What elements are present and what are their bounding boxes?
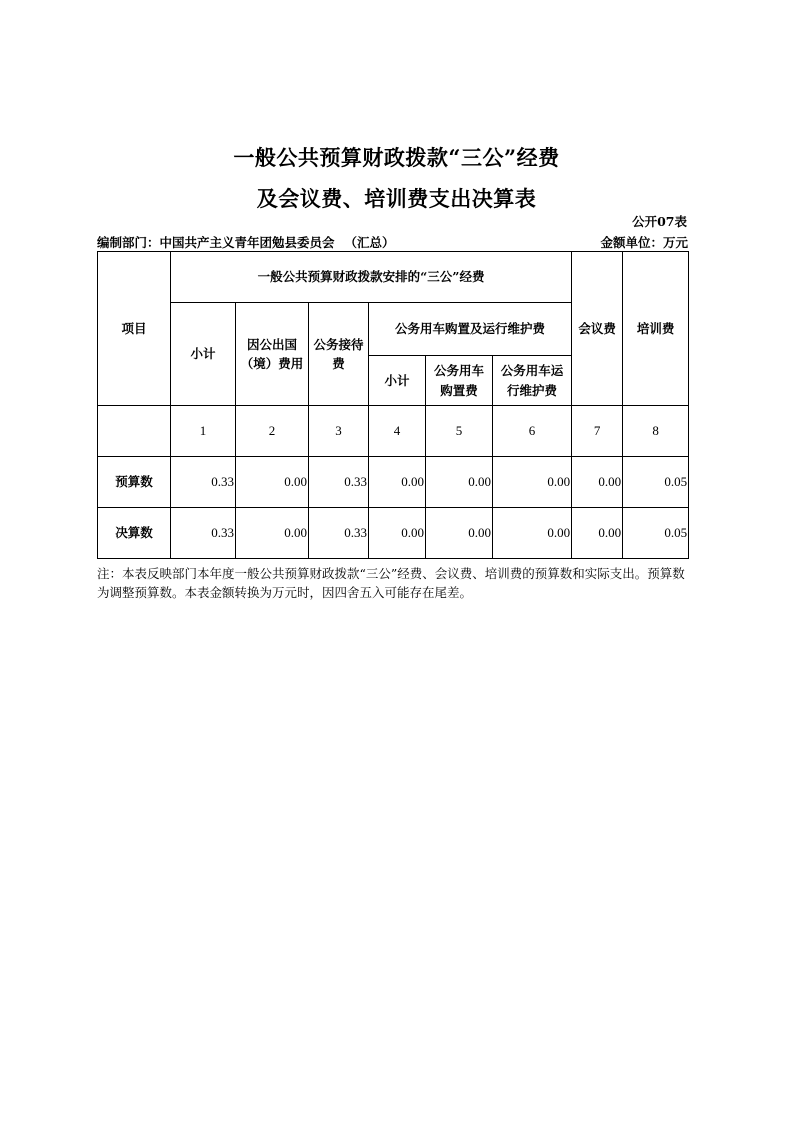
value-cell: 0.00 <box>369 457 426 508</box>
dept-label: 编制部门：中国共产主义青年团勉县委员会 <box>97 235 335 250</box>
header-vehicle-group: 公务用车购置及运行维护费 <box>369 303 572 356</box>
index-row <box>98 406 689 457</box>
value-cell: 0.00 <box>493 457 572 508</box>
header-three-public-group: 一般公共预算财政拨款安排的“三公”经费 <box>171 252 572 303</box>
index-cell: 2 <box>236 406 309 457</box>
header-training: 培训费 <box>623 252 689 406</box>
header-vehicle-operation-line2: 行维护费 <box>507 382 558 398</box>
table-row-budget <box>98 457 689 508</box>
value-cell: 0.33 <box>171 457 236 508</box>
header-vehicle-subtotal: 小计 <box>369 356 426 406</box>
value-cell: 0.00 <box>493 508 572 559</box>
header-vehicle-operation-line1: 公务用车运 <box>500 363 564 379</box>
header-vehicle-operation <box>493 356 572 406</box>
value-cell: 0.05 <box>623 457 689 508</box>
row-label-final: 决算数 <box>98 508 171 559</box>
index-cell: 8 <box>623 406 689 457</box>
value-cell: 0.05 <box>623 508 689 559</box>
index-cell-empty <box>98 406 171 457</box>
header-row-1 <box>98 252 689 303</box>
header-item: 项目 <box>98 252 171 406</box>
expense-table <box>97 251 689 559</box>
value-cell: 0.00 <box>572 457 623 508</box>
table-row-final <box>98 508 689 559</box>
header-vehicle-purchase <box>426 356 493 406</box>
report-title-line1: 一般公共预算财政拨款“三公”经费 <box>233 145 560 170</box>
value-cell: 0.00 <box>426 457 493 508</box>
index-cell: 3 <box>309 406 369 457</box>
report-title-line2: 及会议费、培训费支出决算表 <box>256 186 537 211</box>
form-number: 公开07表 <box>632 214 687 229</box>
footnote: 注：本表反映部门本年度一般公共预算财政拨款“三公”经费、会议费、培训费的预算数和实际支出。预算数为调整预算数。本表金额转换为万元时，因四舍五入可能存在尾差。 <box>97 566 685 600</box>
dept-suffix: （汇总） <box>344 235 395 250</box>
value-cell: 0.33 <box>309 457 369 508</box>
value-cell: 0.00 <box>426 508 493 559</box>
header-vehicle-purchase-line1: 公务用车 <box>433 363 484 379</box>
value-cell: 0.33 <box>309 508 369 559</box>
unit-label: 金额单位：万元 <box>600 235 688 250</box>
header-subtotal: 小计 <box>171 303 236 406</box>
index-cell: 1 <box>171 406 236 457</box>
dept-info <box>97 233 395 251</box>
header-meeting: 会议费 <box>572 252 623 406</box>
meta-row <box>97 233 688 250</box>
header-reception-line2: 费 <box>332 356 345 371</box>
header-reception-line1: 公务接待 <box>313 336 364 352</box>
index-cell: 7 <box>572 406 623 457</box>
value-cell: 0.00 <box>572 508 623 559</box>
value-cell: 0.00 <box>236 457 309 508</box>
value-cell: 0.00 <box>369 508 426 559</box>
header-abroad-line2: （境）费用 <box>240 356 304 371</box>
row-label-budget: 预算数 <box>98 457 171 508</box>
header-reception <box>309 303 369 406</box>
index-cell: 6 <box>493 406 572 457</box>
index-cell: 5 <box>426 406 493 457</box>
header-vehicle-purchase-line2: 购置费 <box>440 382 478 398</box>
value-cell: 0.33 <box>171 508 236 559</box>
index-cell: 4 <box>369 406 426 457</box>
value-cell: 0.00 <box>236 508 309 559</box>
header-abroad <box>236 303 309 406</box>
header-abroad-line1: 因公出国 <box>246 336 297 352</box>
